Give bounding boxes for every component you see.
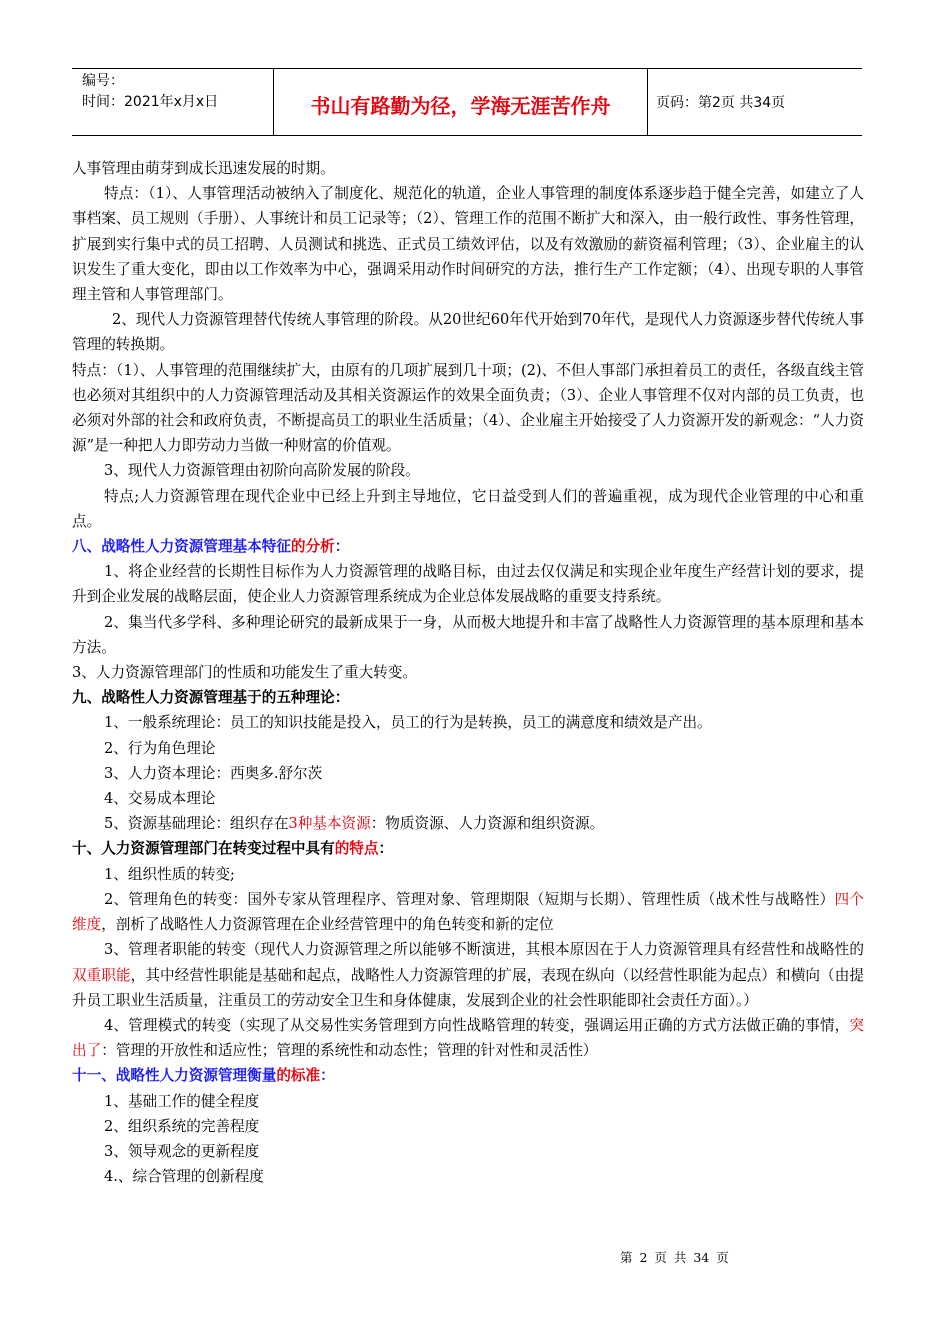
highlight-text: 四个维度 bbox=[72, 890, 864, 934]
list-item bbox=[72, 811, 864, 836]
document-number-label: 编号： bbox=[82, 73, 124, 89]
highlight-text: 3种基本资源 bbox=[288, 815, 371, 833]
list-item: 1、一般系统理论：员工的知识技能是投入，员工的行为是转换，员工的满意度和绩效是产出。 bbox=[104, 714, 712, 732]
section-heading-11 bbox=[72, 1063, 864, 1088]
text-run: ：管理的开放性和适应性；管理的系统性和动态性；管理的针对性和灵活性） bbox=[101, 1042, 598, 1060]
header-page-number: 页码：第2页 共34页 bbox=[656, 95, 786, 111]
text-run: ：物质资源、人力资源和组织资源。 bbox=[370, 815, 605, 833]
text-run: 5、资源基础理论：组织存在 bbox=[104, 815, 289, 833]
heading-text: 的特点 bbox=[334, 840, 379, 858]
highlight-text: 突出了 bbox=[72, 1016, 864, 1060]
page-header bbox=[72, 68, 862, 136]
paragraph: 3、现代人力资源管理由初阶向高阶发展的阶段。 bbox=[104, 462, 420, 480]
heading-text: ： bbox=[334, 538, 350, 556]
page-footer: 第 2 页 共 34 页 bbox=[620, 1250, 729, 1265]
header-meta bbox=[72, 69, 274, 135]
section-heading-10 bbox=[72, 836, 864, 861]
list-item: 4、交易成本理论 bbox=[104, 790, 216, 808]
list-item: 2、组织系统的完善程度 bbox=[104, 1117, 260, 1135]
list-item: 3、领导观念的更新程度 bbox=[104, 1142, 260, 1160]
text-run: 4、管理模式的转变（实现了从交易性实务管理到方向性战略管理的转变，强调运用正确的方式方法做正确的事情， bbox=[104, 1016, 850, 1034]
paragraph: 3、人力资源管理部门的性质和功能发生了重大转变。 bbox=[72, 664, 417, 682]
heading-text: 八、战略性人力资源管理基本特征 bbox=[72, 538, 291, 556]
text-run: 2、管理角色的转变：国外专家从管理程序、管理对象、管理期限（短期与长期）、管理性质（战术性与战略性） bbox=[104, 890, 835, 908]
text-run: 3、管理者职能的转变（现代人力资源管理之所以能够不断演进，其根本原因在于人力资源管理具有经营性和战略性的 bbox=[104, 941, 864, 959]
heading-text: ： bbox=[320, 1067, 335, 1085]
list-item: 3、人力资本理论：西奥多.舒尔茨 bbox=[104, 764, 323, 782]
paragraph: 特点;人力资源管理在现代企业中已经上升到主导地位，它日益受到人们的普遍重视，成为现代企业管理的中心和重点。 bbox=[72, 487, 864, 530]
list-item bbox=[72, 1013, 864, 1063]
section-heading-9: 九、战略性人力资源管理基于的五种理论： bbox=[72, 689, 350, 707]
paragraph: 1、将企业经营的长期性目标作为人力资源管理的战略目标，由过去仅仅满足和实现企业年度生产经营计划的要求，提升到企业发展的战略层面，使企业人力资源管理系统成为企业总体发展战略的重要支持系统。 bbox=[72, 563, 864, 606]
heading-text: 的标准 bbox=[276, 1067, 321, 1085]
text-run: ，剖析了战略性人力资源管理在企业经营管理中的角色转变和新的定位 bbox=[101, 916, 554, 934]
list-item bbox=[72, 887, 864, 937]
text-run: ，其中经营性职能是基础和起点，战略性人力资源管理的扩展，表现在纵向（以经营性职能为起点）和横向（由提升员工职业生活质量，注重员工的劳动安全卫生和身体健康，发展到企业的社会性职能即社会责任方面）。） bbox=[72, 966, 864, 1009]
list-item bbox=[72, 937, 864, 1013]
paragraph: 特点：（1）、人事管理活动被纳入了制度化、规范化的轨道，企业人事管理的制度体系逐步趋于健全完善，如建立了人事档案、员工规则（手册）、人事统计和员工记录等；（2）、管理工作的范围不断扩大和深入，由一般行政性、事务性管理，扩展到实行集中式的员工招聘、人员测试和挑选、正式员工绩效评估，以及有效激励的薪资福利管理；（3）、企业雇主的认识发生了重大变化，即由以工作效率为中心，强调采用动作时间研究的方法，推行生产工作定额；（4）、出现专职的人事管理主管和人事管理部门。 bbox=[72, 185, 864, 304]
paragraph: 人事管理由萌芽到成长迅速发展的时期。 bbox=[72, 160, 335, 177]
document-date-label: 时间：2021年x月x日 bbox=[82, 94, 219, 110]
list-item: 2、行为角色理论 bbox=[104, 739, 216, 757]
list-item: 1、基础工作的健全程度 bbox=[104, 1092, 260, 1110]
highlight-text: 双重职能 bbox=[72, 966, 131, 984]
paragraph: 2、集当代多学科、多种理论研究的最新成果于一身，从而极大地提升和丰富了战略性人力资源管理的基本原理和基本方法。 bbox=[72, 613, 864, 656]
section-heading-8 bbox=[72, 534, 864, 559]
list-item: 4.、综合管理的创新程度 bbox=[104, 1168, 264, 1186]
paragraph: 2、现代人力资源管理替代传统人事管理的阶段。从20世纪60年代开始到70年代，是现代人力资源逐步替代传统人事管理的转换期。 bbox=[72, 311, 864, 354]
paragraph: 特点：（1）、人事管理的范围继续扩大，由原有的几项扩展到几十项；(2)、不但人事部门承担着员工的责任，各级直线主管也必须对其组织中的人力资源管理活动及其相关资源运作的效果全面负责；（3）、企业人事管理不仅对内部的员工负责，也必须对外部的社会和政府负责，不断提高员工的职业生活质量；（4）、企业雇主开始接受了人力资源开发的新观念：“人力资源”是一种把人力即劳动力当做一种财富的价值观。 bbox=[72, 361, 864, 455]
heading-text: ： bbox=[378, 840, 394, 858]
list-item: 1、组织性质的转变; bbox=[104, 865, 235, 883]
heading-text: 的分析 bbox=[290, 538, 335, 556]
heading-text: 十一、战略性人力资源管理衡量 bbox=[72, 1067, 277, 1085]
document-body bbox=[72, 156, 864, 1189]
header-motto: 书山有路勤为径，学海无涯苦作舟 bbox=[274, 69, 648, 135]
heading-text: 十、人力资源管理部门在转变过程中具有 bbox=[72, 840, 335, 858]
